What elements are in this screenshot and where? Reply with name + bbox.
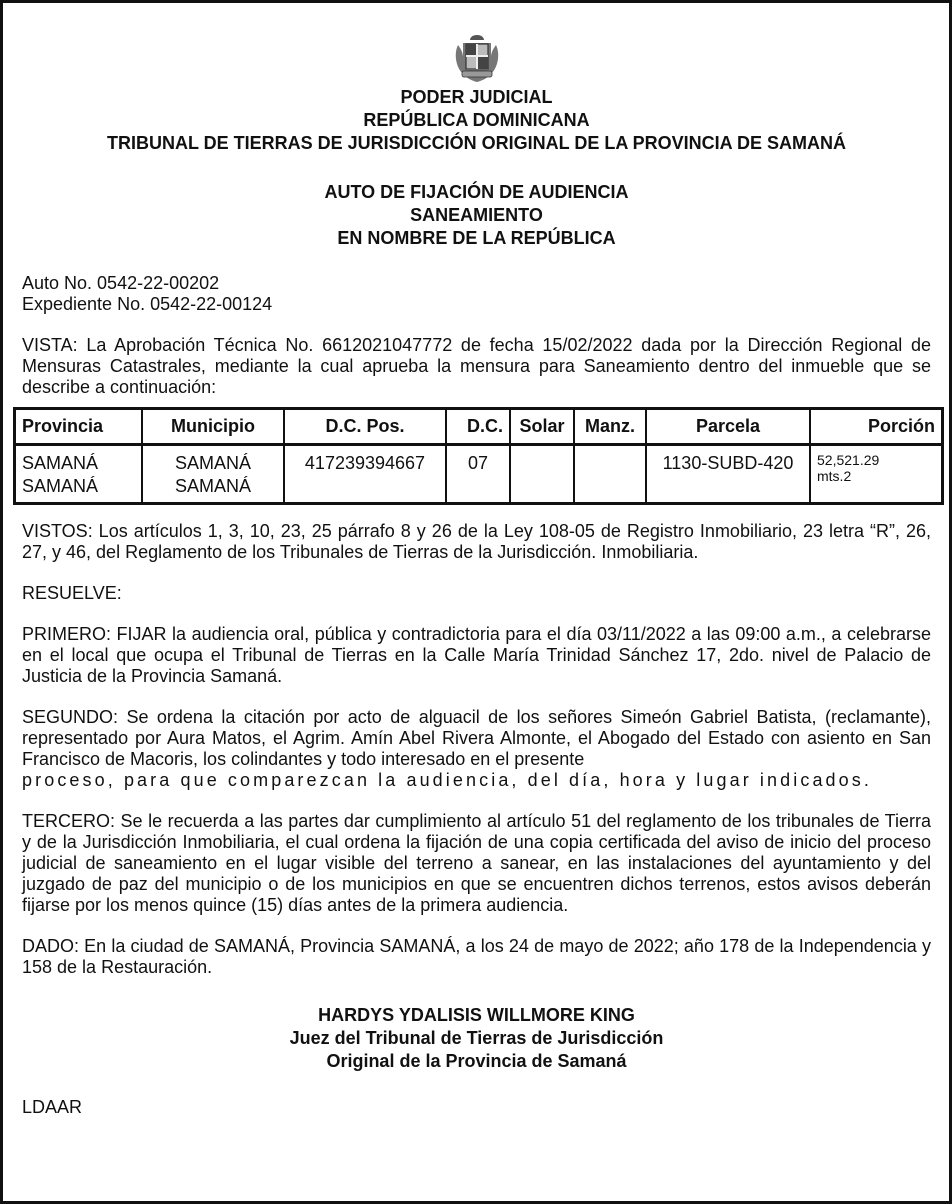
cell-municipio bbox=[142, 445, 284, 504]
cell-solar bbox=[510, 445, 574, 504]
title-saneamiento: SANEAMIENTO bbox=[410, 205, 543, 225]
header-provincia: Provincia bbox=[15, 409, 143, 445]
footer-code: LDAAR bbox=[22, 1097, 83, 1117]
porcion-value: 52,521.29 bbox=[817, 452, 880, 468]
provincia-value: SAMANÁ bbox=[22, 476, 99, 496]
dado-paragraph: DADO: En la ciudad de SAMANÁ, Provincia SAMANÁ, a los 24 de mayo de 2022; año 178 de la Independencia y 158 de la Restauración. bbox=[22, 936, 931, 977]
municipio-value: SAMANÁ bbox=[174, 453, 252, 473]
vistos-paragraph: VISTOS: Los artículos 1, 3, 10, 23, 25 párrafo 8 y 26 de la Ley 108-05 de Registro Inmobiliario, 23 letra “R”, 26, 27, y 46, del Reglamento de los Tribunales de Tierras de la Jurisdicción. Inmobiliaria. bbox=[22, 521, 931, 562]
provincia-value: SAMANÁ bbox=[22, 453, 99, 473]
title-auto: AUTO DE FIJACIÓN DE AUDIENCIA bbox=[324, 182, 629, 202]
primero-paragraph: PRIMERO: FIJAR la audiencia oral, pública y contradictoria para el día 03/11/2022 a las 09:00 a.m., a celebrarse en el local que ocupa el Tribunal de Tierras en la Calle María Trinidad Sánchez 17, 2do. nivel de Palacio de Justicia de la Provincia Samaná. bbox=[22, 624, 931, 686]
porcion-unit: mts.2 bbox=[817, 468, 852, 484]
judge-name: HARDYS YDALISIS WILLMORE KING bbox=[318, 1005, 635, 1025]
judge-title-line1: Juez del Tribunal de Tierras de Jurisdicción bbox=[289, 1028, 664, 1048]
header-municipio: Municipio bbox=[142, 409, 284, 445]
property-table bbox=[13, 407, 944, 505]
header-poder-judicial: PODER JUDICIAL bbox=[400, 87, 553, 107]
expediente-number: Expediente No. 0542-22-00124 bbox=[22, 294, 273, 314]
cell-provincia bbox=[15, 445, 143, 504]
segundo-paragraph-last-line: proceso, para que comparezcan la audiencia, del día, hora y lugar indicados. bbox=[22, 770, 872, 790]
header-republica: REPÚBLICA DOMINICANA bbox=[363, 110, 590, 130]
header-parcela: Parcela bbox=[646, 409, 810, 445]
judge-title-line2: Original de la Provincia de Samaná bbox=[326, 1051, 627, 1071]
tercero-paragraph: TERCERO: Se le recuerda a las partes dar cumplimiento al artículo 51 del reglamento de los tribunales de Tierra y de la Jurisdicción Inmobiliaria, el cual ordena la fijación de una copia certificada del aviso de inicio del proceso judicial de saneamiento en el lugar visible del terreno a sanear, en las instalaciones del ayuntamiento y del juzgado de paz del municipio o de los municipios en que se encuentren dichos terrenos, estos avisos deberán fijarse por los menos quince (15) días antes de la primera audiencia. bbox=[22, 811, 931, 915]
cell-parcela: 1130-SUBD-420 bbox=[646, 445, 810, 504]
header-porcion: Porción bbox=[810, 409, 943, 445]
cell-dc: 07 bbox=[446, 445, 510, 504]
resuelve-label: RESUELVE: bbox=[22, 583, 122, 603]
table-header-row bbox=[15, 409, 943, 445]
cell-manz bbox=[574, 445, 646, 504]
vista-paragraph: VISTA: La Aprobación Técnica No. 6612021047772 de fecha 15/02/2022 dada por la Dirección Regional de Mensuras Catastrales, mediante la cual aprueba la mensura para Saneamiento dentro del inmueble que se describe a continuación: bbox=[22, 335, 931, 397]
header-dc-pos: D.C. Pos. bbox=[284, 409, 446, 445]
cell-dc-pos: 417239394667 bbox=[284, 445, 446, 504]
title-nombre-republica: EN NOMBRE DE LA REPÚBLICA bbox=[337, 228, 616, 248]
cell-porcion bbox=[810, 445, 943, 504]
table-row bbox=[15, 445, 943, 504]
auto-number: Auto No. 0542-22-00202 bbox=[22, 273, 220, 293]
header-tribunal: TRIBUNAL DE TIERRAS DE JURISDICCIÓN ORIGINAL DE LA PROVINCIA DE SAMANÁ bbox=[106, 133, 847, 153]
header-dc: D.C. bbox=[446, 409, 510, 445]
coat-of-arms-icon bbox=[450, 31, 504, 85]
header-solar: Solar bbox=[510, 409, 574, 445]
segundo-paragraph: SEGUNDO: Se ordena la citación por acto de alguacil de los señores Simeón Gabriel Batista, (reclamante), representado por Aura Matos, el Agrim. Amín Abel Rivera Almonte, el Abogado del Estado con asiento en San Francisco de Macoris, los colindantes y todo interesado en el presente bbox=[22, 707, 931, 769]
header-manz: Manz. bbox=[574, 409, 646, 445]
municipio-value: SAMANÁ bbox=[174, 476, 252, 496]
